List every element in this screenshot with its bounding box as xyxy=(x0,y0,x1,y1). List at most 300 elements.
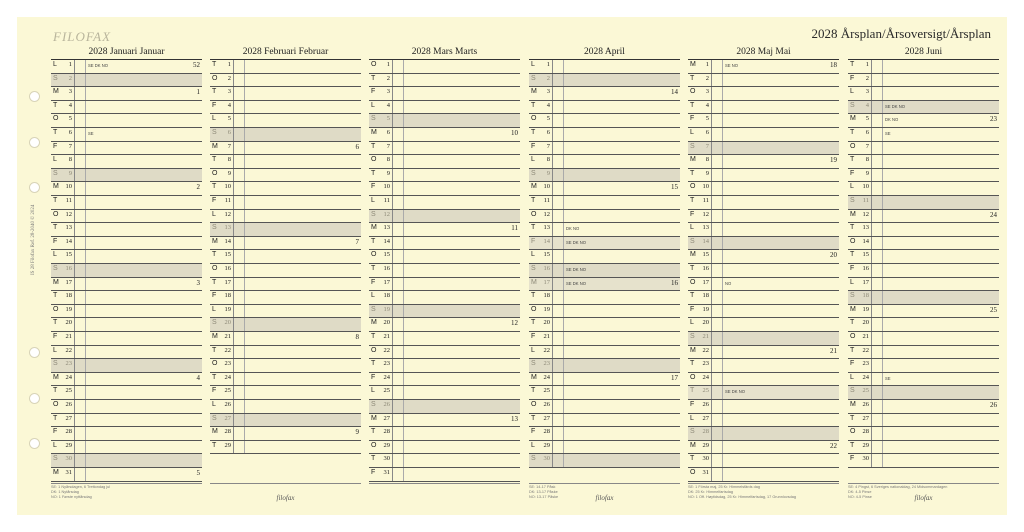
weekday-letter: L xyxy=(690,129,694,136)
day-row[interactable] xyxy=(210,210,361,224)
divider xyxy=(74,305,75,318)
day-number: 24 xyxy=(862,373,869,381)
day-row[interactable] xyxy=(848,196,999,210)
day-row[interactable] xyxy=(51,196,202,210)
weekday-letter: O xyxy=(531,305,537,313)
day-row[interactable] xyxy=(529,128,680,142)
day-row[interactable] xyxy=(210,332,361,346)
day-row[interactable] xyxy=(688,454,839,468)
divider xyxy=(871,74,872,87)
divider xyxy=(244,278,245,291)
day-number: 9 xyxy=(705,169,709,177)
divider xyxy=(722,101,723,114)
day-number: 13 xyxy=(224,224,231,232)
weekday-letter: T xyxy=(690,387,695,395)
day-row[interactable] xyxy=(848,346,999,360)
weekday-letter: F xyxy=(53,237,58,245)
day-row[interactable] xyxy=(529,87,680,101)
day-row[interactable] xyxy=(210,318,361,332)
weekday-letter: M xyxy=(212,237,218,245)
day-row[interactable] xyxy=(210,264,361,278)
day-row[interactable] xyxy=(210,250,361,264)
day-row[interactable] xyxy=(688,155,839,169)
day-row[interactable] xyxy=(848,386,999,400)
day-row[interactable] xyxy=(210,386,361,400)
day-row[interactable] xyxy=(688,114,839,128)
day-row[interactable] xyxy=(369,305,520,319)
weekday-letter: O xyxy=(53,401,59,408)
day-row[interactable] xyxy=(51,182,202,196)
day-row[interactable] xyxy=(848,414,999,428)
day-row[interactable] xyxy=(848,128,999,142)
day-row[interactable] xyxy=(210,196,361,210)
day-row[interactable] xyxy=(210,155,361,169)
day-row[interactable] xyxy=(688,128,839,142)
day-number: 24 xyxy=(65,373,72,381)
day-row[interactable] xyxy=(369,441,520,455)
divider xyxy=(711,400,712,413)
day-row[interactable] xyxy=(529,441,680,455)
week-number: 19 xyxy=(830,156,837,165)
day-row[interactable] xyxy=(529,346,680,360)
weekday-letter: M xyxy=(212,142,218,150)
day-number: 3 xyxy=(705,88,709,96)
day-row[interactable] xyxy=(369,414,520,428)
day-row[interactable] xyxy=(51,414,202,428)
day-row[interactable] xyxy=(210,400,361,414)
divider xyxy=(563,414,564,427)
month-header: 2028 April xyxy=(529,45,680,60)
divider xyxy=(711,155,712,168)
divider xyxy=(552,196,553,209)
divider xyxy=(74,291,75,304)
divider xyxy=(722,332,723,345)
punch-hole xyxy=(29,137,40,148)
day-row[interactable] xyxy=(848,223,999,237)
day-row[interactable] xyxy=(369,359,520,373)
divider xyxy=(244,87,245,100)
day-row[interactable] xyxy=(51,318,202,332)
day-row[interactable] xyxy=(848,210,999,224)
weekday-letter: T xyxy=(531,387,536,395)
day-row[interactable] xyxy=(529,264,680,278)
divider xyxy=(871,427,872,440)
divider xyxy=(563,101,564,114)
day-number: 29 xyxy=(543,441,550,449)
day-row[interactable] xyxy=(529,210,680,224)
day-row[interactable] xyxy=(369,400,520,414)
divider xyxy=(233,359,234,372)
day-row[interactable] xyxy=(369,318,520,332)
day-row[interactable] xyxy=(210,223,361,237)
day-row[interactable] xyxy=(688,74,839,88)
day-row[interactable] xyxy=(688,182,839,196)
weekday-letter: S xyxy=(212,224,217,232)
day-row[interactable] xyxy=(210,182,361,196)
day-row[interactable] xyxy=(848,359,999,373)
day-row[interactable] xyxy=(210,278,361,292)
day-row[interactable] xyxy=(210,373,361,387)
weekday-letter: L xyxy=(531,441,535,449)
weekday-letter: T xyxy=(850,251,855,259)
divider xyxy=(711,468,712,481)
divider xyxy=(563,87,564,100)
day-row[interactable] xyxy=(51,441,202,455)
day-row[interactable] xyxy=(369,196,520,210)
day-number: 21 xyxy=(862,333,869,340)
week-number: 6 xyxy=(355,142,359,151)
day-row[interactable] xyxy=(369,60,520,74)
day-row[interactable] xyxy=(848,250,999,264)
divider xyxy=(392,264,393,277)
day-row[interactable] xyxy=(210,346,361,360)
weekday-letter: S xyxy=(53,360,58,368)
day-row[interactable] xyxy=(51,264,202,278)
day-row[interactable] xyxy=(51,237,202,251)
weekday-letter: O xyxy=(690,88,696,96)
day-row[interactable] xyxy=(688,318,839,332)
divider xyxy=(403,142,404,155)
day-row[interactable] xyxy=(51,373,202,387)
day-row[interactable] xyxy=(688,223,839,237)
day-row[interactable] xyxy=(529,101,680,115)
day-row[interactable] xyxy=(688,414,839,428)
day-number: 7 xyxy=(227,142,231,150)
week-number: 3 xyxy=(196,278,200,287)
day-row[interactable] xyxy=(210,414,361,428)
divider xyxy=(871,223,872,236)
weekday-letter: S xyxy=(850,292,855,300)
day-row[interactable] xyxy=(51,223,202,237)
day-row[interactable] xyxy=(688,386,839,400)
divider xyxy=(74,264,75,277)
day-row[interactable] xyxy=(848,264,999,278)
day-row[interactable] xyxy=(848,332,999,346)
day-row[interactable] xyxy=(51,74,202,88)
weekday-letter: S xyxy=(850,101,855,109)
weekday-letter: F xyxy=(690,401,695,408)
day-row[interactable] xyxy=(51,468,202,482)
day-row[interactable] xyxy=(848,454,999,468)
week-number: 17 xyxy=(671,373,678,382)
day-row[interactable] xyxy=(529,250,680,264)
day-row[interactable] xyxy=(529,182,680,196)
day-row[interactable] xyxy=(369,74,520,88)
day-row[interactable] xyxy=(529,169,680,183)
day-row[interactable] xyxy=(369,101,520,115)
day-row[interactable] xyxy=(848,305,999,319)
day-row[interactable] xyxy=(848,87,999,101)
divider xyxy=(871,264,872,277)
day-row[interactable] xyxy=(529,155,680,169)
day-number: 9 xyxy=(227,169,231,177)
weekday-letter: T xyxy=(212,183,217,191)
day-row[interactable] xyxy=(369,373,520,387)
divider xyxy=(722,278,723,291)
day-row[interactable] xyxy=(688,291,839,305)
day-row[interactable] xyxy=(529,60,680,74)
day-row[interactable] xyxy=(51,114,202,128)
divider xyxy=(552,223,553,236)
day-row[interactable] xyxy=(369,332,520,346)
divider xyxy=(74,182,75,195)
day-row[interactable] xyxy=(688,101,839,115)
day-row[interactable] xyxy=(529,142,680,156)
divider xyxy=(233,114,234,127)
day-row[interactable] xyxy=(529,359,680,373)
day-row[interactable] xyxy=(51,427,202,441)
day-row[interactable] xyxy=(529,74,680,88)
divider xyxy=(552,346,553,359)
day-row[interactable] xyxy=(529,414,680,428)
day-row[interactable] xyxy=(688,468,839,482)
day-row[interactable] xyxy=(51,291,202,305)
divider xyxy=(403,318,404,331)
day-number: 1 xyxy=(386,61,390,68)
day-row[interactable] xyxy=(848,182,999,196)
day-row[interactable] xyxy=(369,386,520,400)
weekday-letter: T xyxy=(690,360,695,368)
divider xyxy=(563,386,564,399)
day-row[interactable] xyxy=(210,237,361,251)
day-row[interactable] xyxy=(529,332,680,346)
day-row[interactable] xyxy=(369,346,520,360)
day-row[interactable] xyxy=(51,155,202,169)
day-row[interactable] xyxy=(688,264,839,278)
weekday-letter: F xyxy=(850,455,855,463)
divider xyxy=(563,318,564,331)
divider xyxy=(722,427,723,440)
day-row[interactable] xyxy=(848,318,999,332)
divider xyxy=(403,128,404,141)
day-row[interactable] xyxy=(51,87,202,101)
day-number: 16 xyxy=(862,265,869,272)
day-row[interactable] xyxy=(529,223,680,237)
divider xyxy=(74,373,75,386)
day-row[interactable] xyxy=(848,441,999,455)
day-row[interactable] xyxy=(688,250,839,264)
day-row[interactable] xyxy=(529,114,680,128)
day-row[interactable] xyxy=(369,468,520,482)
day-row[interactable] xyxy=(529,237,680,251)
day-row[interactable] xyxy=(369,237,520,251)
day-row[interactable] xyxy=(529,427,680,441)
day-row[interactable] xyxy=(529,373,680,387)
day-row[interactable] xyxy=(848,278,999,292)
day-row[interactable] xyxy=(848,291,999,305)
day-number: 15 xyxy=(862,251,869,259)
footer-divider xyxy=(51,483,202,484)
day-row[interactable] xyxy=(210,87,361,101)
day-number: 16 xyxy=(224,265,231,272)
day-row[interactable] xyxy=(529,196,680,210)
day-row[interactable] xyxy=(51,250,202,264)
day-row[interactable] xyxy=(210,101,361,115)
day-row[interactable] xyxy=(529,386,680,400)
divider xyxy=(233,386,234,399)
day-number: 21 xyxy=(383,333,390,340)
holiday-note: SE xyxy=(885,131,891,136)
weekday-letter: O xyxy=(531,210,537,218)
weekday-letter: S xyxy=(53,74,58,82)
day-row[interactable] xyxy=(210,427,361,441)
weekday-letter: M xyxy=(53,88,59,96)
day-number: 12 xyxy=(702,210,709,218)
day-row[interactable] xyxy=(688,441,839,455)
divider xyxy=(711,237,712,250)
day-row[interactable] xyxy=(51,346,202,360)
day-row[interactable] xyxy=(848,373,999,387)
divider xyxy=(244,441,245,454)
day-row[interactable] xyxy=(51,142,202,156)
day-row[interactable] xyxy=(529,291,680,305)
weekday-letter: L xyxy=(850,373,854,381)
divider xyxy=(85,427,86,440)
day-row[interactable] xyxy=(210,305,361,319)
divider xyxy=(882,169,883,182)
day-row[interactable] xyxy=(51,386,202,400)
divider xyxy=(711,427,712,440)
day-row[interactable] xyxy=(529,318,680,332)
day-row[interactable] xyxy=(688,196,839,210)
divider xyxy=(85,60,86,73)
divider xyxy=(233,74,234,87)
day-row[interactable] xyxy=(688,210,839,224)
weekday-letter: T xyxy=(53,101,58,109)
day-row[interactable] xyxy=(210,291,361,305)
day-row[interactable] xyxy=(688,278,839,292)
day-row[interactable] xyxy=(51,101,202,115)
divider xyxy=(711,386,712,399)
day-row[interactable] xyxy=(210,74,361,88)
weekday-letter: T xyxy=(53,414,58,422)
divider xyxy=(403,74,404,87)
day-row[interactable] xyxy=(688,60,839,74)
day-row[interactable] xyxy=(688,305,839,319)
day-row[interactable] xyxy=(210,128,361,142)
day-row[interactable] xyxy=(688,400,839,414)
day-row[interactable] xyxy=(51,60,202,74)
day-row[interactable] xyxy=(369,291,520,305)
day-row[interactable] xyxy=(369,210,520,224)
divider xyxy=(711,128,712,141)
weekday-letter: S xyxy=(371,401,376,408)
day-row[interactable] xyxy=(210,441,361,455)
divider xyxy=(74,278,75,291)
day-row[interactable] xyxy=(529,400,680,414)
day-row[interactable] xyxy=(688,359,839,373)
week-number: 7 xyxy=(355,237,359,246)
day-row[interactable] xyxy=(848,114,999,128)
divider xyxy=(85,359,86,372)
divider xyxy=(711,291,712,304)
day-row[interactable] xyxy=(369,223,520,237)
footnote-line: SE: 14-17 Påsk xyxy=(529,484,556,489)
day-row[interactable] xyxy=(369,87,520,101)
day-row[interactable] xyxy=(210,114,361,128)
day-row[interactable] xyxy=(210,142,361,156)
divider xyxy=(233,250,234,263)
day-number: 14 xyxy=(224,237,231,245)
day-row[interactable] xyxy=(688,427,839,441)
day-row[interactable] xyxy=(848,60,999,74)
day-row[interactable] xyxy=(210,169,361,183)
day-row[interactable] xyxy=(51,128,202,142)
day-row[interactable] xyxy=(529,305,680,319)
weekday-letter: M xyxy=(53,278,59,286)
day-row[interactable] xyxy=(848,142,999,156)
day-row[interactable] xyxy=(369,155,520,169)
divider xyxy=(85,128,86,141)
day-number: 28 xyxy=(224,428,231,436)
day-row[interactable] xyxy=(51,169,202,183)
day-row[interactable] xyxy=(51,332,202,346)
day-row[interactable] xyxy=(529,278,680,292)
weekday-letter: F xyxy=(531,237,536,245)
day-row[interactable] xyxy=(369,128,520,142)
day-row[interactable] xyxy=(848,427,999,441)
day-row[interactable] xyxy=(848,74,999,88)
day-row[interactable] xyxy=(51,454,202,468)
day-number: 19 xyxy=(383,305,390,313)
day-number: 7 xyxy=(68,142,72,150)
day-number: 18 xyxy=(224,292,231,300)
divider xyxy=(233,196,234,209)
day-row[interactable] xyxy=(210,359,361,373)
day-row[interactable] xyxy=(51,400,202,414)
day-row[interactable] xyxy=(688,346,839,360)
day-row[interactable] xyxy=(369,427,520,441)
day-row[interactable] xyxy=(369,169,520,183)
holiday-note: SE DK NO xyxy=(885,103,906,109)
day-row[interactable] xyxy=(51,278,202,292)
day-row[interactable] xyxy=(688,373,839,387)
month-column xyxy=(688,45,839,515)
day-row[interactable] xyxy=(369,250,520,264)
day-row[interactable] xyxy=(848,237,999,251)
week-number: 24 xyxy=(990,210,997,219)
weekday-letter: T xyxy=(53,129,58,136)
divider xyxy=(233,332,234,345)
day-number: 12 xyxy=(543,210,550,218)
day-row[interactable] xyxy=(848,400,999,414)
day-row[interactable] xyxy=(369,454,520,468)
divider xyxy=(552,87,553,100)
day-row[interactable] xyxy=(688,237,839,251)
day-row[interactable] xyxy=(529,454,680,468)
day-row[interactable] xyxy=(848,101,999,115)
day-row[interactable] xyxy=(369,114,520,128)
day-row[interactable] xyxy=(51,305,202,319)
day-row[interactable] xyxy=(369,142,520,156)
day-row[interactable] xyxy=(688,87,839,101)
day-row[interactable] xyxy=(369,264,520,278)
day-row[interactable] xyxy=(51,210,202,224)
weekday-letter: F xyxy=(371,183,376,191)
day-row[interactable] xyxy=(51,359,202,373)
day-row[interactable] xyxy=(848,169,999,183)
day-row[interactable] xyxy=(369,182,520,196)
day-row[interactable] xyxy=(688,142,839,156)
day-row[interactable] xyxy=(210,60,361,74)
day-row[interactable] xyxy=(848,155,999,169)
day-row[interactable] xyxy=(688,332,839,346)
day-number: 20 xyxy=(862,319,869,327)
week-number: 14 xyxy=(671,88,678,97)
day-row[interactable] xyxy=(369,278,520,292)
day-number: 16 xyxy=(65,265,72,272)
day-row[interactable] xyxy=(688,169,839,183)
